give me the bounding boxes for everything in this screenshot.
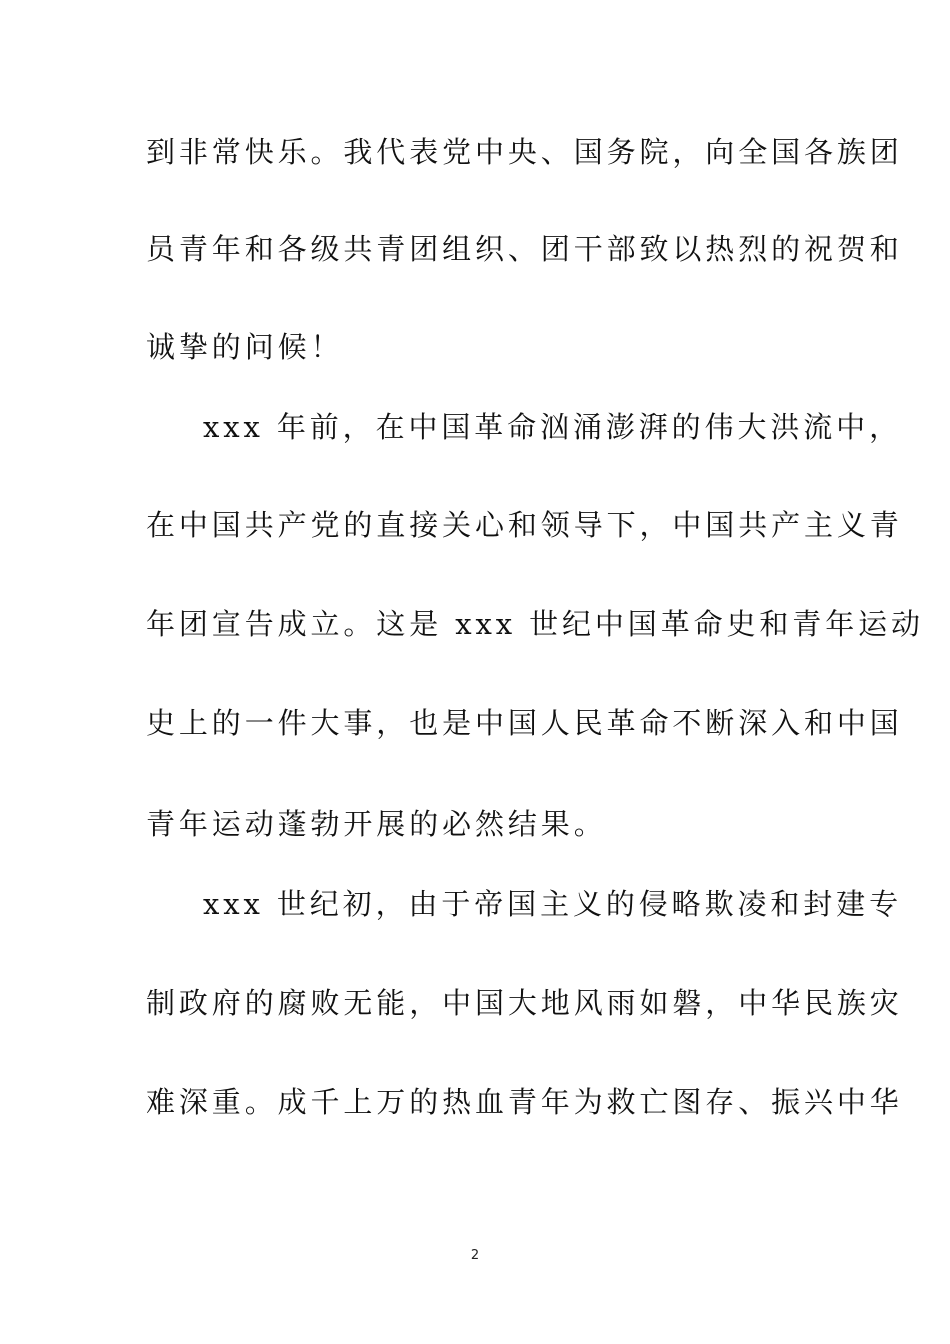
page-number: 2 (470, 1248, 480, 1263)
text-line-4: xxx 年前，在中国革命汹涌澎湃的伟大洪流中， (203, 410, 902, 444)
text-line-1: 到非常快乐。我代表党中央、国务院，向全国各族团 (146, 135, 903, 169)
text-line-9: xxx 世纪初，由于帝国主义的侵略欺凌和封建专 (203, 887, 902, 921)
text-line-11: 难深重。成千上万的热血青年为救亡图存、振兴中华 (146, 1085, 903, 1119)
text-line-7: 史上的一件大事，也是中国人民革命不断深入和中国 (146, 706, 903, 740)
text-line-3: 诚挚的问候！ (146, 330, 344, 364)
text-line-2: 员青年和各级共青团组织、团干部致以热烈的祝贺和 (146, 232, 903, 266)
text-line-8: 青年运动蓬勃开展的必然结果。 (146, 807, 607, 841)
text-line-5: 在中国共产党的直接关心和领导下，中国共产主义青 (146, 508, 903, 542)
text-line-6: 年团宣告成立。这是 xxx 世纪中国革命史和青年运动 (146, 607, 924, 641)
text-line-10: 制政府的腐败无能，中国大地风雨如磐，中华民族灾 (146, 986, 903, 1020)
